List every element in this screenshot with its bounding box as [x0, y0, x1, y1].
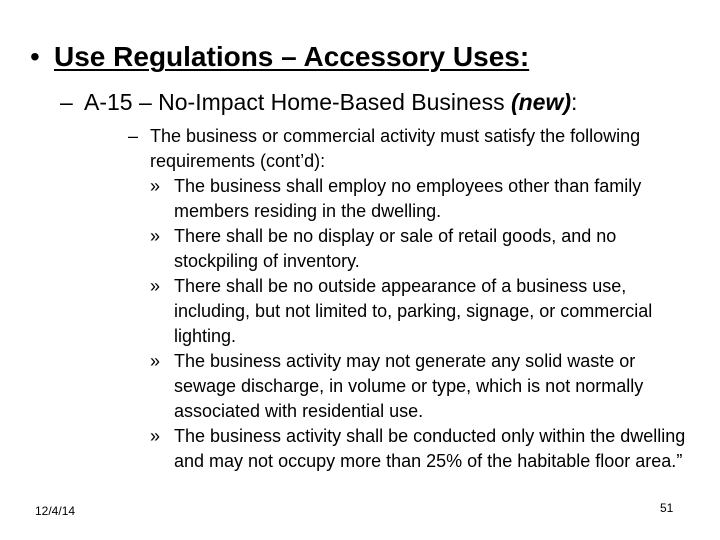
requirement-text: The business shall employ no employees other than family members residing in the dwelling. — [174, 176, 642, 221]
subheading — [60, 88, 577, 116]
requirement-text: There shall be no outside appearance of a business use, including, but not limited to, parking, signage, or commercial lighting. — [174, 276, 653, 346]
subheading-dash: – — [60, 89, 73, 115]
intro-text: The business or commercial activity must satisfy the following requirements (cont’d): — [150, 126, 641, 171]
subheading-suffix: : — [571, 89, 578, 115]
intro-dash: – — [128, 126, 139, 146]
requirement-item — [150, 224, 688, 274]
title-text: Use Regulations – Accessory Uses: — [54, 41, 530, 72]
footer-date: 12/4/14 — [35, 504, 76, 518]
requirement-text: There shall be no display or sale of retail goods, and no stockpiling of inventory. — [174, 226, 617, 271]
requirement-item — [150, 349, 688, 424]
slide-number: 51 — [660, 501, 674, 515]
requirements-block — [128, 124, 688, 474]
requirement-item — [150, 424, 688, 474]
requirement-marker: » — [150, 176, 161, 196]
requirement-marker: » — [150, 426, 161, 446]
requirement-marker: » — [150, 351, 161, 371]
subheading-text: A-15 – No-Impact Home-Based Business — [84, 89, 511, 115]
requirement-marker: » — [150, 226, 161, 246]
requirement-marker: » — [150, 276, 161, 296]
requirement-item — [150, 274, 688, 349]
subheading-emphasis: (new) — [510, 89, 572, 115]
requirement-text: The business activity shall be conducted only within the dwelling and may not occupy more than 25% of the habitable floor area.” — [174, 426, 686, 471]
requirement-text: The business activity may not generate any solid waste or sewage discharge, in volume or type, which is not normally associated with residential use. — [174, 351, 644, 421]
requirements-intro — [128, 124, 688, 174]
title-bullet: • — [30, 41, 40, 72]
requirements-list — [150, 174, 688, 474]
requirement-item — [150, 174, 688, 224]
slide-title — [30, 40, 529, 74]
